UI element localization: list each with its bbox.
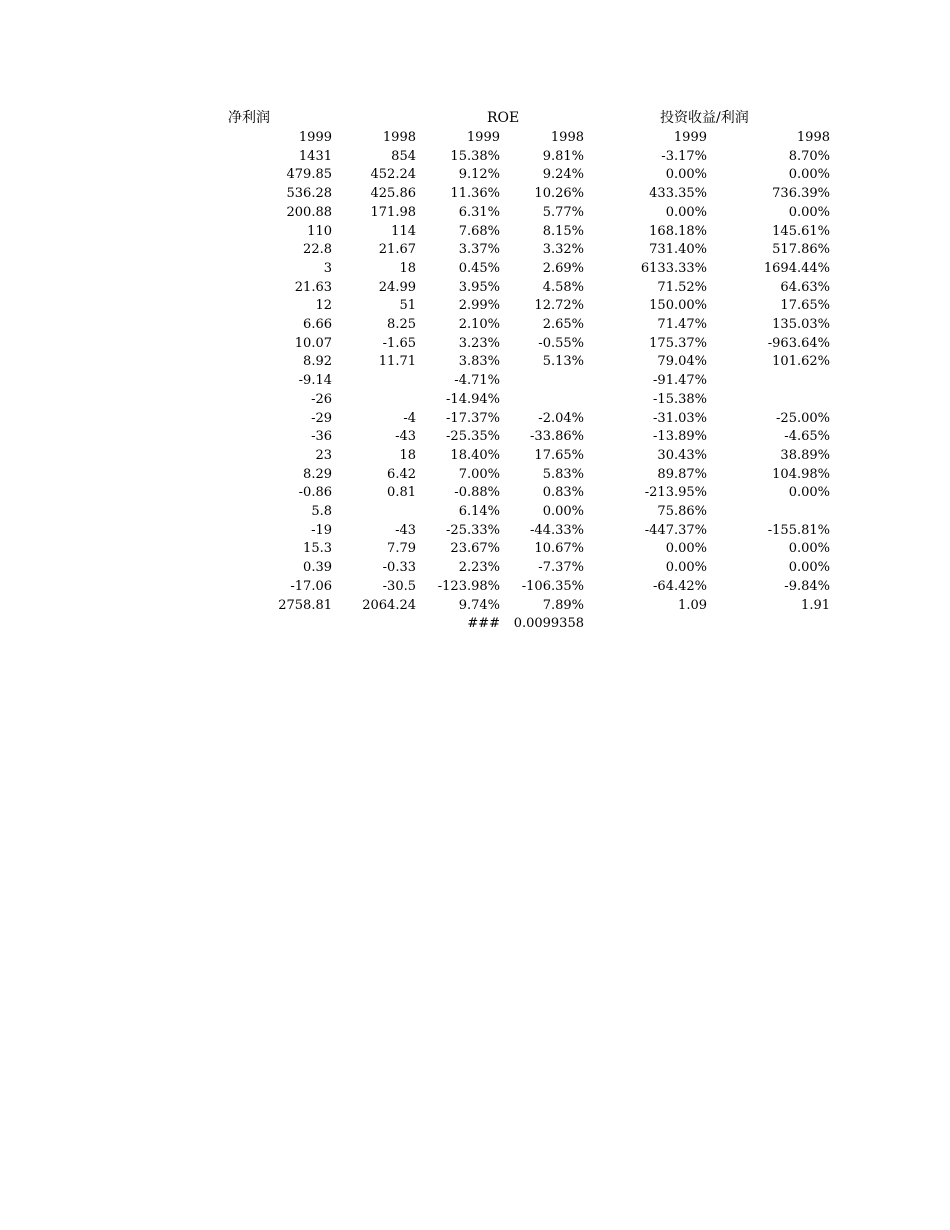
table-cell: -0.88% <box>454 485 500 501</box>
table-cell: -25.00% <box>776 410 830 426</box>
table-row <box>0 428 950 446</box>
table-cell: -0.55% <box>538 335 584 351</box>
table-cell: -19 <box>311 522 332 538</box>
table-cell: 1999 <box>673 130 707 145</box>
table-cell: 38.89% <box>780 447 830 463</box>
table-cell: 171.98 <box>370 204 416 220</box>
table-cell: -64.42% <box>653 578 707 594</box>
table-cell: 7.00% <box>458 466 500 482</box>
table-row <box>0 484 950 502</box>
table-cell: -33.86% <box>530 429 584 445</box>
table-cell: 21.67 <box>378 242 416 258</box>
table-cell: -43 <box>395 429 416 445</box>
table-cell: 2.65% <box>542 317 584 332</box>
table-cell: 18 <box>399 260 416 276</box>
table-cell: 0.83% <box>542 485 584 501</box>
table-cell: -9.14 <box>298 373 332 389</box>
table-row <box>0 597 950 615</box>
table-row <box>0 241 950 259</box>
table-row <box>0 447 950 465</box>
table-cell: 18 <box>399 447 416 463</box>
table-cell: -13.89% <box>653 429 707 445</box>
table-cell: 10.67% <box>534 541 584 557</box>
table-cell: 75.86% <box>657 504 707 519</box>
table-cell: 3.37% <box>458 242 500 258</box>
table-cell: 8.70% <box>788 148 830 164</box>
table-row <box>0 578 950 596</box>
table-cell: 2.99% <box>458 298 500 314</box>
table-cell: 175.37% <box>649 335 707 351</box>
table-cell: 6.66 <box>303 317 332 332</box>
table-row <box>0 335 950 353</box>
table-cell: 17.65% <box>780 298 830 314</box>
table-cell: 30.43% <box>657 447 707 463</box>
table-row <box>0 204 950 222</box>
table-cell: 433.35% <box>649 186 707 202</box>
table-cell: 8.15% <box>542 223 584 239</box>
table-cell: -447.37% <box>644 522 707 538</box>
table-cell: 2.23% <box>458 560 500 576</box>
table-cell: 9.12% <box>458 167 500 183</box>
table-cell: -7.37% <box>538 560 584 576</box>
table-cell: 0.00% <box>665 541 707 557</box>
table-cell: 23.67% <box>450 541 500 557</box>
table-cell: 0.00% <box>542 504 584 519</box>
table-cell: 2.10% <box>458 317 500 332</box>
roe-header: ROE <box>487 110 520 126</box>
table-cell: -9.84% <box>784 578 830 594</box>
table-cell: 0.00% <box>788 485 830 501</box>
table-cell: 5.83% <box>542 466 584 482</box>
table-cell: 479.85 <box>286 167 332 183</box>
table-cell: -26 <box>311 391 332 407</box>
table-cell: 71.52% <box>657 279 707 295</box>
table-cell: 12.72% <box>534 298 584 314</box>
table-cell: 0.81 <box>387 485 416 501</box>
table-cell: 101.62% <box>772 354 830 370</box>
table-row <box>0 260 950 278</box>
table-cell: -15.38% <box>653 391 707 407</box>
table-row <box>0 353 950 371</box>
table-cell: 135.03% <box>772 317 830 332</box>
table-cell: 10.07 <box>294 335 332 351</box>
table-cell: -31.03% <box>653 410 707 426</box>
table-cell: 15.38% <box>450 148 500 164</box>
table-cell: 736.39% <box>772 186 830 202</box>
table-cell: 6133.33% <box>640 260 707 276</box>
table-cell: -155.81% <box>767 522 830 538</box>
table-cell: 23 <box>315 447 332 463</box>
table-cell: -213.95% <box>644 485 707 501</box>
table-cell: -0.33 <box>382 560 416 576</box>
table-cell: 425.86 <box>370 186 416 202</box>
table-cell: 51 <box>399 298 416 314</box>
table-cell: 517.86% <box>772 242 830 258</box>
table-cell: 3.32% <box>542 242 584 258</box>
table-cell: 1431 <box>298 148 332 164</box>
table-cell: 71.47% <box>657 317 707 332</box>
table-cell: 64.63% <box>780 279 830 295</box>
table-cell: 0.00% <box>788 560 830 576</box>
table-cell: 7.68% <box>458 223 500 239</box>
table-cell: 12 <box>315 298 332 314</box>
table-cell: 8.25 <box>387 317 416 332</box>
table-cell: 145.61% <box>772 223 830 239</box>
table-cell: 6.42 <box>387 466 416 482</box>
table-cell: 5.8 <box>311 504 332 519</box>
table-cell: 79.04% <box>657 354 707 370</box>
table-cell: 110 <box>307 223 332 239</box>
table-cell: 9.81% <box>542 148 584 164</box>
table-cell: 0.0099358 <box>513 616 584 632</box>
table-cell: -91.47% <box>653 373 707 389</box>
table-cell: 0.00% <box>665 560 707 576</box>
table-cell: -17.37% <box>446 410 500 426</box>
table-cell: 114 <box>391 223 416 239</box>
table-cell: 3.23% <box>458 335 500 351</box>
table-cell: 8.92 <box>303 354 332 370</box>
table-cell: -25.35% <box>446 429 500 445</box>
table-cell: -963.64% <box>767 335 830 351</box>
table-cell: 536.28 <box>286 186 332 202</box>
table-cell: -14.94% <box>446 391 500 407</box>
table-row <box>0 279 950 297</box>
net-profit-header: 净利润 <box>228 110 270 126</box>
table-cell: 0.00% <box>665 167 707 183</box>
table-row <box>0 185 950 203</box>
table-cell: 17.65% <box>534 447 584 463</box>
table-cell: 7.89% <box>542 597 584 613</box>
table-cell: -123.98% <box>437 578 500 594</box>
table-cell: 1998 <box>550 130 584 145</box>
table-cell: -25.33% <box>446 522 500 538</box>
table-row <box>0 391 950 409</box>
table-cell: 11.71 <box>378 354 416 370</box>
table-row <box>0 372 950 390</box>
table-cell: 2064.24 <box>362 597 416 613</box>
table-cell: 1999 <box>298 130 332 145</box>
table-cell: -43 <box>395 522 416 538</box>
table-cell: 0.00% <box>788 541 830 557</box>
table-cell: 104.98% <box>772 466 830 482</box>
table-cell: -17.06 <box>290 578 332 594</box>
table-row <box>0 466 950 484</box>
table-cell: 0.00% <box>788 204 830 220</box>
table-cell: 8.29 <box>303 466 332 482</box>
table-cell: -3.17% <box>661 148 707 164</box>
table-cell: 21.63 <box>294 279 332 295</box>
table-cell: 0.39 <box>303 560 332 576</box>
table-row <box>0 615 950 633</box>
table-row <box>0 559 950 577</box>
table-cell: -0.86 <box>298 485 332 501</box>
table-cell: 5.13% <box>542 354 584 370</box>
table-cell: 10.26% <box>534 186 584 202</box>
table-cell: 731.40% <box>649 242 707 258</box>
table-row <box>0 522 950 540</box>
table-cell: 0.45% <box>458 260 500 276</box>
table-cell: -29 <box>311 410 332 426</box>
investment-income-ratio-header: 投资收益/利润 <box>660 110 749 126</box>
table-cell: 150.00% <box>649 298 707 314</box>
table-cell: 1998 <box>796 130 830 145</box>
table-cell: 11.36% <box>450 186 500 202</box>
table-cell: 0.00% <box>788 167 830 183</box>
table-cell: 6.14% <box>458 504 500 519</box>
table-cell: 5.77% <box>542 204 584 220</box>
table-cell: 22.8 <box>303 242 332 258</box>
table-cell: 854 <box>391 148 416 164</box>
table-cell: -30.5 <box>382 578 416 594</box>
table-cell: 3.95% <box>458 279 500 295</box>
table-cell: 2758.81 <box>278 597 332 613</box>
table-cell: 1.91 <box>801 597 830 613</box>
table-cell: 200.88 <box>286 204 332 220</box>
table-cell: 452.24 <box>370 167 416 183</box>
table-cell: 24.99 <box>378 279 416 295</box>
table-cell: -1.65 <box>382 335 416 351</box>
table-cell: -44.33% <box>530 522 584 538</box>
table-cell: 1998 <box>382 130 416 145</box>
table-cell: 9.24% <box>542 167 584 183</box>
table-cell: 0.00% <box>665 204 707 220</box>
table-row <box>0 316 950 334</box>
table-cell: 3 <box>323 260 332 276</box>
table-cell: -4.71% <box>454 373 500 389</box>
table-row <box>0 148 950 166</box>
table-row <box>0 540 950 558</box>
table-cell: -2.04% <box>538 410 584 426</box>
table-row <box>0 503 950 521</box>
table-cell: ### <box>467 616 500 632</box>
table-cell: -4 <box>403 410 416 426</box>
table-cell: -4.65% <box>784 429 830 445</box>
table-row <box>0 166 950 184</box>
table-cell: 9.74% <box>458 597 500 613</box>
table-cell: 18.40% <box>450 447 500 463</box>
table-cell: 2.69% <box>542 260 584 276</box>
table-row <box>0 297 950 315</box>
table-row <box>0 410 950 428</box>
table-cell: 168.18% <box>649 223 707 239</box>
table-cell: 1.09 <box>678 597 707 613</box>
table-cell: -36 <box>311 429 332 445</box>
table-cell: 4.58% <box>542 279 584 295</box>
table-row <box>0 223 950 241</box>
table-cell: 89.87% <box>657 466 707 482</box>
table-cell: 15.3 <box>303 541 332 557</box>
table-cell: 7.79 <box>387 541 416 557</box>
table-cell: -106.35% <box>521 578 584 594</box>
table-cell: 1999 <box>466 130 500 145</box>
table-cell: 1694.44% <box>763 260 830 276</box>
year-header-row <box>0 129 950 147</box>
table-cell: 3.83% <box>458 354 500 370</box>
table-cell: 6.31% <box>458 204 500 220</box>
